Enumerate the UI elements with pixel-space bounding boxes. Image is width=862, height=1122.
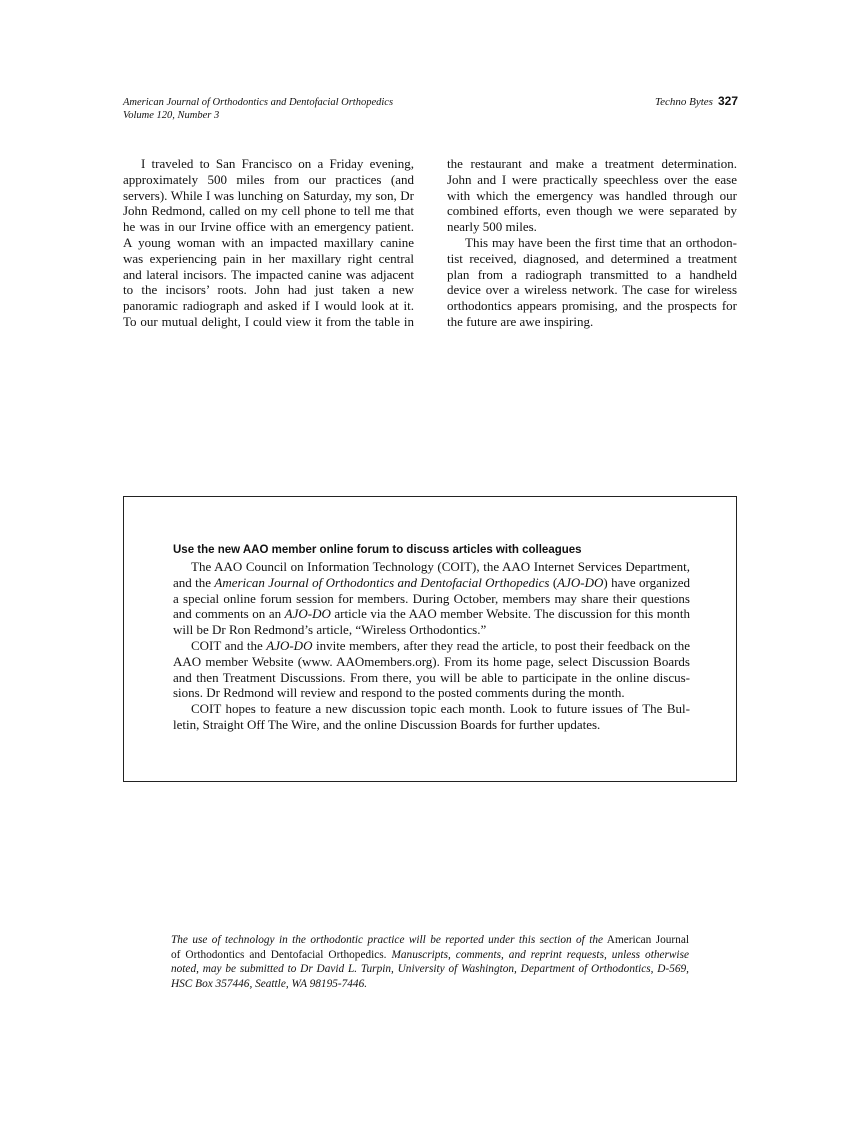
italic-text: American Journal of Orthodontics and Dentofacial Orthopedics [214, 574, 550, 590]
text-line [447, 156, 737, 172]
running-header-right [655, 95, 738, 109]
text-segment: American Journal [603, 934, 689, 946]
text-line [123, 251, 414, 267]
text-segment: to the incisors’ roots. John had just taken a new [123, 282, 414, 298]
text-line [171, 962, 689, 977]
page-number: 327 [717, 94, 738, 108]
text-line [173, 575, 690, 591]
text-segment: a special online forum session for members. During October, members may share their questions [173, 590, 690, 606]
text-line [173, 559, 690, 575]
running-header-left [123, 96, 393, 122]
text-segment: was experiencing pain in her maxillary right central [123, 250, 414, 266]
text-line [123, 203, 414, 219]
text-segment: This may have been the first time that an orthodon- [465, 234, 737, 250]
body-column-left [123, 156, 414, 330]
text-line [123, 314, 414, 330]
journal-title: American Journal of Orthodontics and Dentofacial Orthopedics [123, 97, 394, 108]
forum-announcement-box [123, 496, 737, 782]
text-segment: A young woman with an impacted maxillary canine [123, 234, 414, 250]
text-segment: and comments on an [173, 606, 285, 622]
text-line [447, 172, 737, 188]
italic-text: noted, may be submitted to Dr David L. Turpin, University of Washington, Department of Orthodontics, D-569, [171, 963, 689, 976]
text-line [171, 948, 689, 963]
text-segment: and then Treatment Discussions. From there, you will be able to participate in the online discus- [173, 669, 690, 685]
text-segment: I traveled to San Francisco on a Friday evening, [141, 156, 414, 171]
italic-text: The use of technology in the orthodontic practice will be reported under this section of the [171, 934, 604, 946]
text-line [171, 977, 689, 992]
text-line [447, 219, 737, 235]
text-line [173, 606, 690, 622]
text-segment: The AAO Council on Information Technology (COIT), the AAO Internet Services Department, [191, 559, 690, 574]
text-line [171, 933, 689, 948]
text-line [173, 622, 690, 638]
italic-text: AJO-DO [266, 637, 313, 653]
text-segment: the restaurant and make a treatment determination. [447, 156, 737, 171]
text-line [123, 235, 414, 251]
text-segment: ) have organized [603, 574, 690, 590]
text-segment: and the [173, 574, 215, 590]
text-segment: To our mutual delight, I could view it from the table in [123, 313, 414, 329]
text-segment: nearly 500 miles. [447, 219, 537, 235]
text-segment: plan from a radiograph transmitted to a handheld [447, 266, 737, 282]
text-line [447, 314, 737, 330]
section-name: Techno Bytes [655, 96, 713, 108]
text-line [123, 282, 414, 298]
text-segment: John and I were practically speechless over the ease [447, 171, 737, 187]
text-segment: of Orthodontics and Dentofacial Orthopedics. [171, 948, 392, 961]
text-segment: article via the AAO member Website. The discussion for this month [330, 606, 690, 622]
text-line [447, 251, 737, 267]
text-line [123, 188, 414, 204]
text-segment: COIT and the [191, 637, 267, 653]
text-line [173, 717, 690, 733]
text-segment: will be Dr Ron Redmond’s article, “Wireless Orthodontics.” [173, 622, 487, 638]
text-line [447, 267, 737, 283]
text-line [173, 701, 690, 717]
text-line [123, 172, 414, 188]
text-segment: combined efforts, even though we were separated by [447, 203, 737, 219]
italic-text: Manuscripts, comments, and reprint requests, unless otherwise [391, 948, 689, 961]
text-segment: and lateral incisors. The impacted canine was adjacent [123, 266, 414, 282]
text-segment: letin, Straight Off The Wire, and the online Discussion Boards for further updates. [173, 716, 601, 732]
text-line [447, 203, 737, 219]
box-body [173, 559, 690, 733]
text-line [173, 685, 690, 701]
text-line [123, 219, 414, 235]
text-segment: John Redmond, called on my cell phone to tell me that [123, 203, 414, 219]
text-segment: sions. Dr Redmond will review and respond to the posted comments during the month. [173, 685, 625, 701]
italic-text: AJO-DO [557, 574, 604, 590]
text-line [447, 235, 737, 251]
text-segment: AAO member Website (www. AAOmembers.org). From its home page, select Discussion Boards [173, 653, 690, 669]
italic-text: HSC Box 357446, Seattle, WA 98195-7446. [171, 977, 368, 990]
volume-number: Volume 120, Number 3 [123, 110, 220, 121]
text-line [123, 267, 414, 283]
body-column-right [447, 156, 737, 330]
text-segment: with which the emergency was handled through our [447, 187, 737, 203]
text-segment: approximately 500 miles from our practices (and [123, 171, 414, 187]
text-segment: device over a wireless network. The case for wireless [447, 282, 737, 298]
text-segment: invite members, after they read the article, to post their feedback on the [312, 637, 691, 653]
box-title: Use the new AAO member online forum to discuss articles with colleagues [173, 544, 582, 556]
text-line [123, 156, 414, 172]
section-footnote [171, 933, 689, 991]
text-line [173, 591, 690, 607]
text-line [173, 654, 690, 670]
text-line [123, 298, 414, 314]
text-segment: the future are awe inspiring. [447, 313, 594, 329]
text-segment: tist received, diagnosed, and determined a treatment [447, 250, 737, 266]
text-line [173, 670, 690, 686]
text-line [447, 282, 737, 298]
text-segment: ( [549, 574, 558, 590]
text-segment: orthodontics appears promising, and the prospects for [447, 298, 737, 314]
text-line [447, 188, 737, 204]
text-line [173, 638, 690, 654]
text-segment: servers). While I was lunching on Saturday, my son, Dr [123, 187, 414, 203]
text-segment: COIT hopes to feature a new discussion topic each month. Look to future issues of The Bul- [191, 701, 690, 717]
italic-text: AJO-DO [284, 606, 331, 622]
text-segment: he was in our Irvine office with an emergency patient. [123, 219, 414, 235]
text-line [447, 298, 737, 314]
text-segment: panoramic radiograph and asked if I would look at it. [123, 298, 414, 314]
